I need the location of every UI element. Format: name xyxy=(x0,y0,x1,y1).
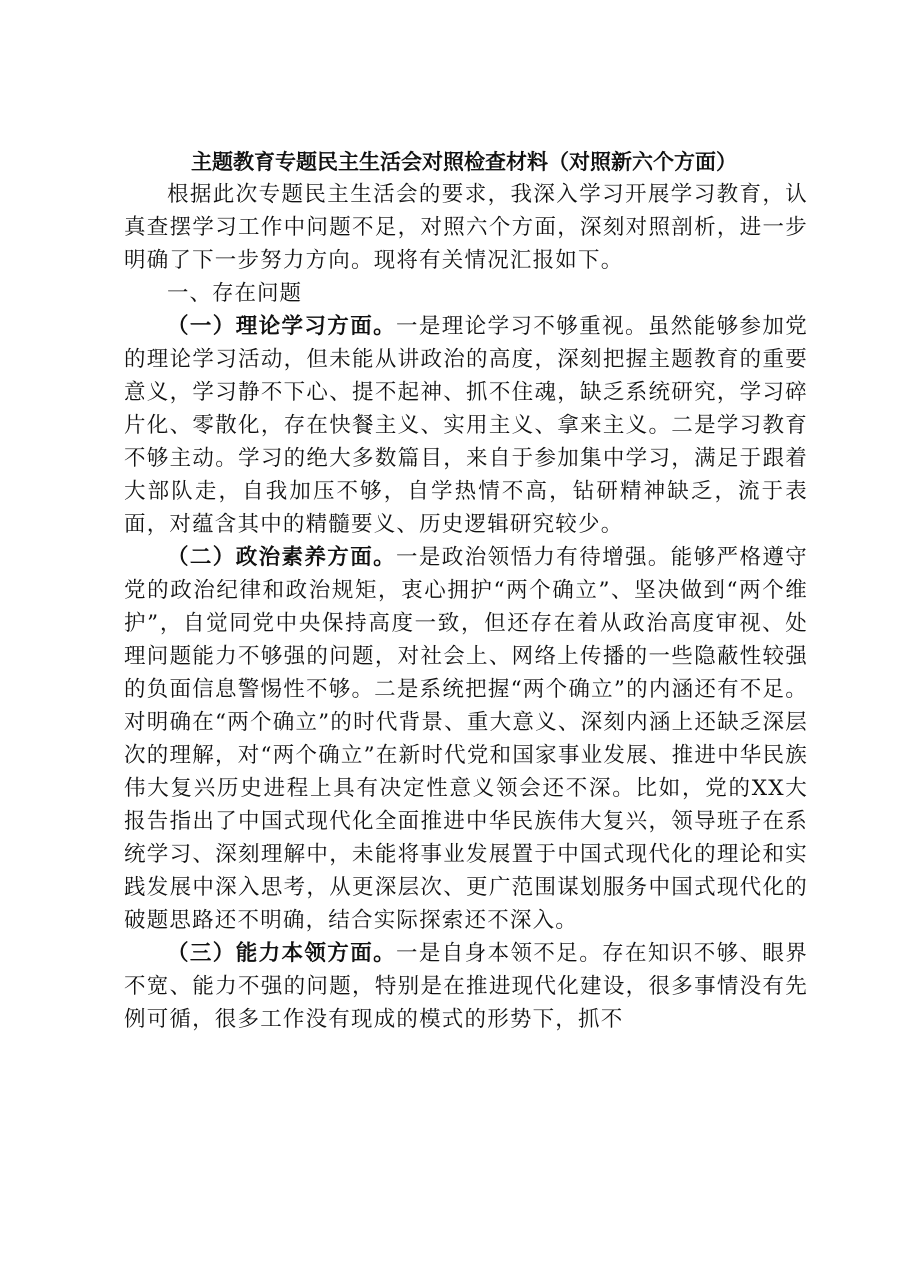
item-political-quality xyxy=(124,541,808,937)
document-page xyxy=(124,146,808,1036)
document-title: 主题教育专题民主生活会对照检查材料（对照新六个方面） xyxy=(191,149,737,174)
item-lead: （三）能力本领方面。 xyxy=(167,941,396,966)
item-body: 一是政治领悟力有待增强。能够严格遵守党的政治纪律和政治规矩，衷心拥护“两个确立”、坚决做到“两个维护”，自觉同党中央保持高度一致，但还存在着从政治高度审视、处理问题能力不够强的问题，对社会上、网络上传播的一些隐蔽性较强的负面信息警惕性不够。二是系统把握“两个确立”的内涵还有不足。对明确在“两个确立”的时代背景、重大意义、深刻内涵上还缺乏深层次的理解，对“两个确立”在新时代党和国家事业发展、推进中华民族伟大复兴历史进程上具有决定性意义领会还不深。比如，党的XX大报告指出了中国式现代化全面推进中华民族伟大复兴，领导班子在系统学习、深刻理解中，未能将事业发展置于中国式现代化的理论和实践发展中深入思考，从更深层次、更广范围谋划服务中国式现代化的破题思路还不明确，结合实际探索还不深入。 xyxy=(124,545,808,933)
item-theory-study xyxy=(124,310,808,541)
intro-paragraph: 根据此次专题民主生活会的要求，我深入学习开展学习教育，认真查摆学习工作中问题不足，对照六个方面，深刻对照剖析，进一步明确了下一步努力方向。现将有关情况汇报如下。 xyxy=(124,182,808,273)
item-lead: （一）理论学习方面。 xyxy=(167,314,396,339)
item-ability xyxy=(124,937,808,1036)
item-body: 一是自身本领不足。存在知识不够、眼界不宽、能力不强的问题，特别是在推进现代化建设，很多事情没有先例可循，很多工作没有现成的模式的形势下，抓不 xyxy=(124,941,808,1032)
item-body: 一是理论学习不够重视。虽然能够参加党的理论学习活动，但未能从讲政治的高度，深刻把握主题教育的重要意义，学习静不下心、提不起神、抓不住魂，缺乏系统研究，学习碎片化、零散化，存在快餐主义、实用主义、拿来主义。二是学习教育不够主动。学习的绝大多数篇目，来自于参加集中学习，满足于跟着大部队走，自我加压不够，自学热情不高，钻研精神缺乏，流于表面，对蕴含其中的精髓要义、历史逻辑研究较少。 xyxy=(124,314,808,537)
item-lead: （二）政治素养方面。 xyxy=(167,545,396,570)
section-heading: 一、存在问题 xyxy=(167,281,303,306)
